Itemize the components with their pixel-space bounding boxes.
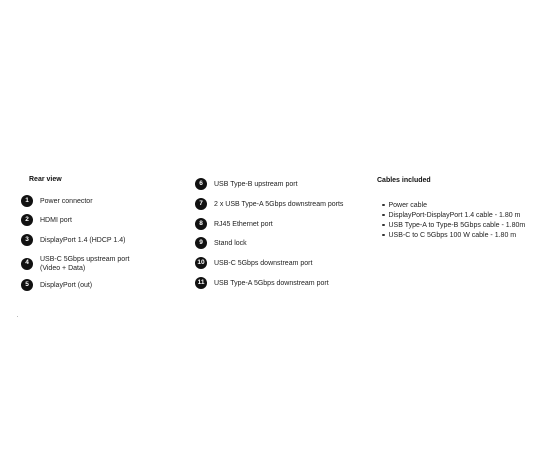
port-item-11 [195, 277, 343, 289]
port-item-6 [195, 178, 343, 190]
cable-label: DisplayPort-DisplayPort 1.4 cable - 1.80 m [388, 211, 521, 219]
port-label: RJ45 Ethernet port [214, 220, 273, 228]
port-item-8 [195, 218, 343, 230]
port-item-7 [195, 198, 343, 210]
port-number-badge: 4 [21, 258, 33, 270]
port-label: USB Type-A 5Gbps downstream port [214, 279, 329, 287]
cable-label: USB-C to C 5Gbps 100 W cable - 1.80 m [388, 231, 517, 239]
port-number-badge: 5 [21, 279, 33, 291]
port-label: HDMI port [40, 216, 72, 224]
more-ports-list [195, 178, 343, 289]
cables-included-heading: Cables included [377, 177, 431, 184]
cable-item [382, 200, 525, 210]
bullet-icon [382, 224, 385, 227]
port-label: Stand lock [214, 239, 247, 247]
port-label: USB-C 5Gbps upstream port (Video + Data) [40, 255, 130, 272]
port-item-9 [195, 237, 343, 249]
port-item-3 [21, 234, 129, 246]
cable-item [382, 210, 525, 220]
port-label: DisplayPort 1.4 (HDCP 1.4) [40, 236, 126, 244]
port-item-10 [195, 257, 343, 269]
rear-view-heading: Rear view [29, 176, 62, 183]
port-item-1 [21, 195, 129, 207]
cable-item [382, 230, 525, 240]
port-item-2 [21, 214, 129, 226]
port-number-badge: 7 [195, 198, 207, 210]
port-number-badge: 10 [195, 257, 207, 269]
port-item-5 [21, 279, 129, 291]
port-number-badge: 2 [21, 214, 33, 226]
port-label: USB-C 5Gbps downstream port [214, 259, 313, 267]
port-number-badge: 8 [195, 218, 207, 230]
port-number-badge: 1 [21, 195, 33, 207]
port-label: DisplayPort (out) [40, 281, 93, 289]
cables-list [382, 200, 525, 240]
bullet-icon [382, 204, 385, 207]
port-number-badge: 6 [195, 178, 207, 190]
cable-item [382, 220, 525, 230]
bullet-icon [382, 214, 385, 217]
cable-label: USB Type-A to Type-B 5Gbps cable - 1.80m [388, 221, 526, 229]
port-number-badge: 3 [21, 234, 33, 246]
port-number-badge: 11 [195, 277, 207, 289]
port-label: Power connector [40, 197, 93, 205]
bullet-icon [382, 234, 385, 237]
port-label: USB Type-B upstream port [214, 180, 298, 188]
port-item-4 [21, 254, 129, 273]
stray-mark [17, 316, 18, 317]
cable-label: Power cable [388, 201, 428, 209]
port-label: 2 x USB Type-A 5Gbps downstream ports [214, 200, 344, 208]
port-number-badge: 9 [195, 237, 207, 249]
rear-view-port-list [21, 195, 129, 291]
